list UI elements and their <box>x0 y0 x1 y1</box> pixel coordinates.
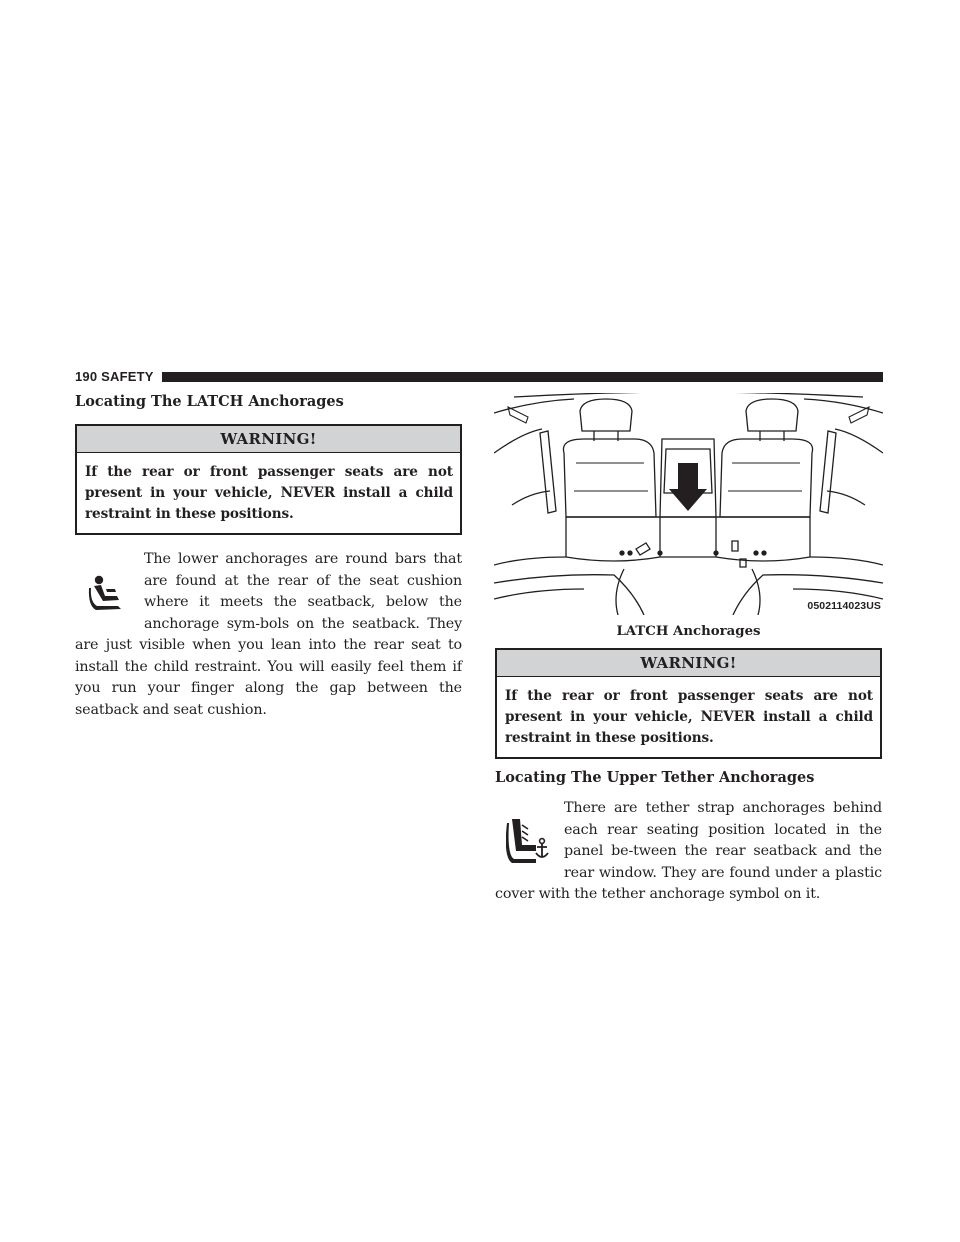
child-seat-icon <box>75 549 141 635</box>
figure-part-number: 0502114023US <box>807 600 881 612</box>
right-column <box>495 392 882 906</box>
warning-box <box>75 424 462 535</box>
tether-description <box>495 798 882 906</box>
latch-illustration <box>494 393 883 615</box>
latch-body-text: The lower anchorages are round bars that are found at the rear of the seat cushion where it meets the seatback, below the anchorage sym-bols on the seatback. They are just visible when you lean into the rear seat to install the child restraint. You will easily feel them if you run your finger along the gap between the seatback and seat cushion. <box>75 551 462 718</box>
page-header <box>75 369 883 385</box>
section-heading-latch: Locating The LATCH Anchorages <box>75 393 344 410</box>
warning-title: WARNING! <box>77 426 460 453</box>
tether-body-text: There are tether strap anchorages behind each rear seating position located in the panel be-tween the rear seatback and the rear window. They are found under a plastic cover with the tether anchorage symbol on it. <box>495 800 882 902</box>
section-title: SAFETY <box>101 369 154 384</box>
latch-description <box>75 549 462 721</box>
warning-box-2 <box>495 648 882 759</box>
left-column <box>75 392 462 721</box>
page-header-label <box>75 369 154 385</box>
tether-anchor-icon <box>495 798 561 884</box>
warning-text: If the rear or front passenger seats are not present in your vehicle, NEVER install a child restraint in these positions. <box>85 464 453 522</box>
section-heading-tether: Locating The Upper Tether Anchorages <box>495 769 815 786</box>
warning-title-2: WARNING! <box>497 650 880 677</box>
page-number: 190 <box>75 369 98 384</box>
figure-caption: LATCH Anchorages <box>616 624 761 639</box>
warning-text-2: If the rear or front passenger seats are not present in your vehicle, NEVER install a child restraint in these positions. <box>505 688 873 746</box>
header-rule <box>162 372 883 382</box>
